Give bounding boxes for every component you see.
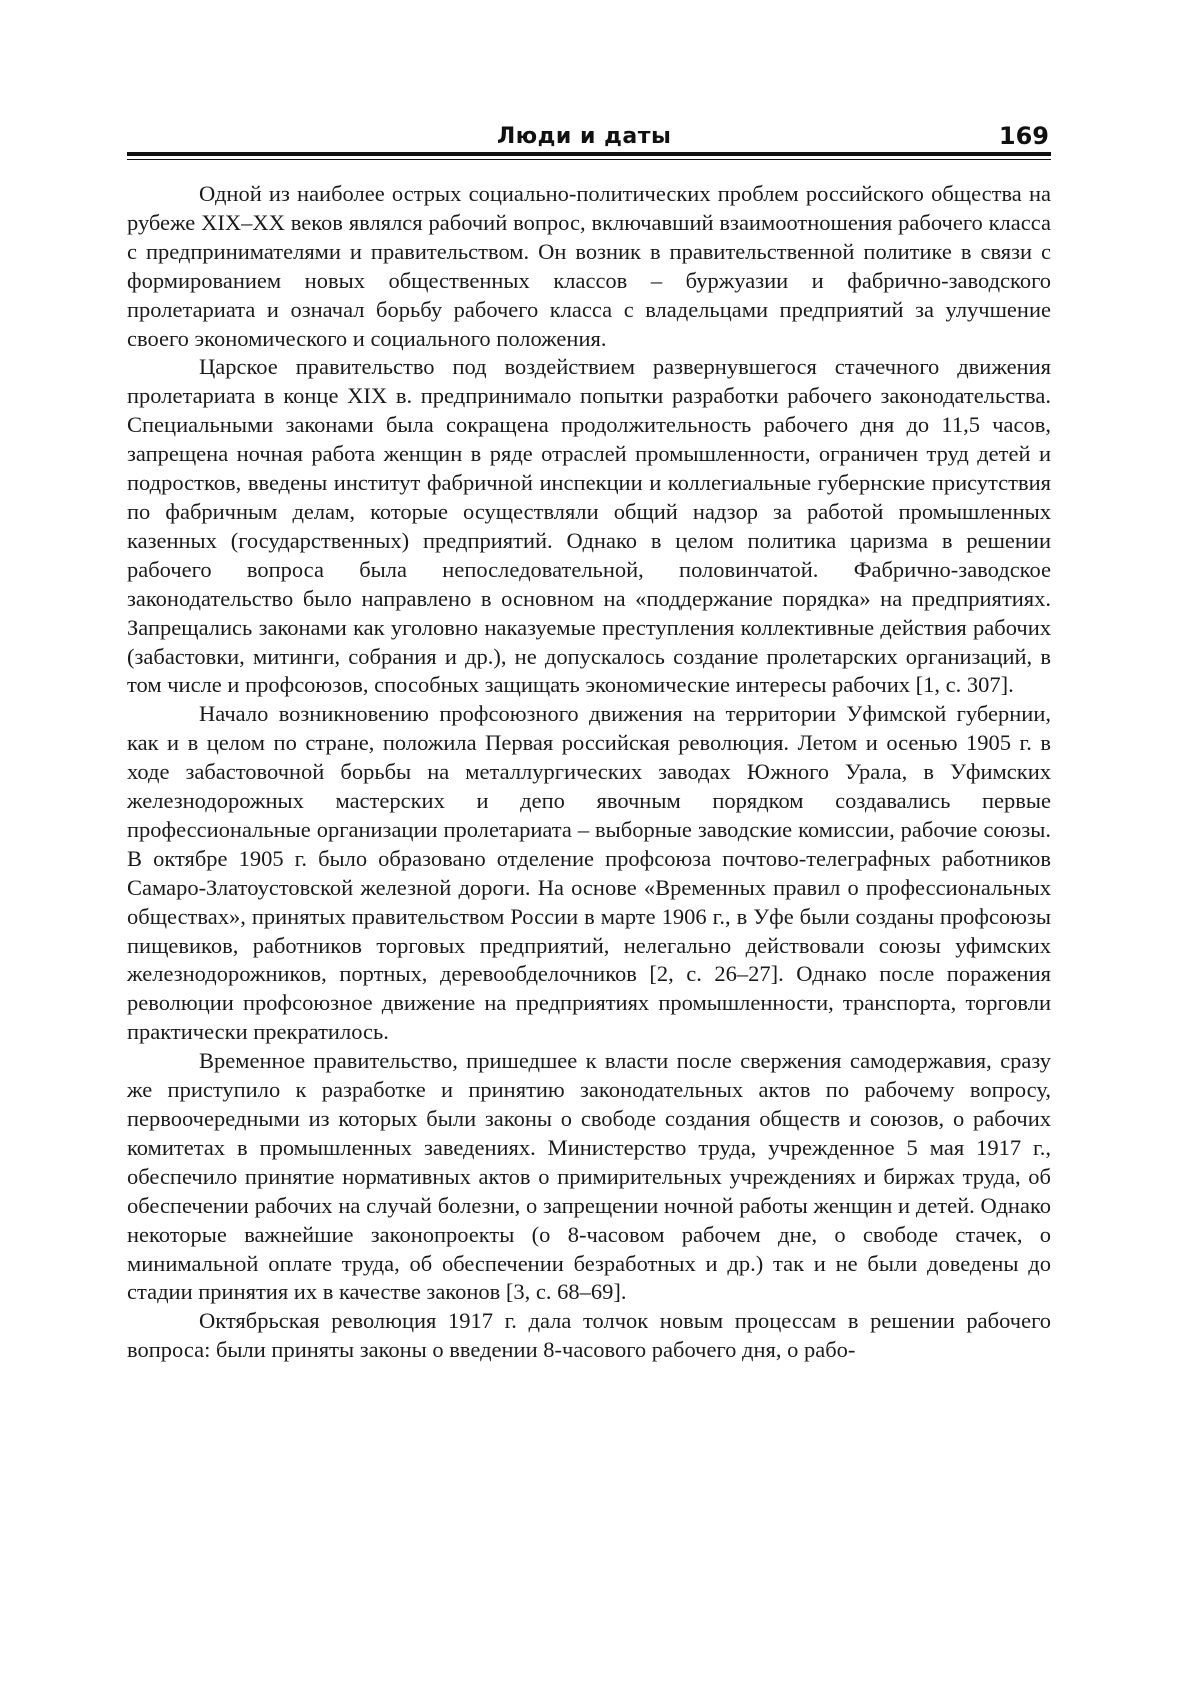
running-header-title: Люди и даты xyxy=(497,124,672,149)
paragraph: Октябрьская революция 1917 г. дала толчок новым процессам в решении рабочего вопроса: были приняты законы о введении 8-часового рабочего дня, о рабо- xyxy=(127,1308,1051,1363)
paragraph: Начало возникновению профсоюзного движения на территории Уфимской губернии, как и в целом по стране, положила Первая российская революция. Летом и осенью 1905 г. в ходе забастовочной борьбы на металлургических заводах Южного Урала, в Уфимских железнодорожных мастерских и депо явочным порядком создавались первые профессиональные организации пролетариата – выборные заводские комиссии, рабочие союзы. В октябре 1905 г. было образовано отделение профсоюза почтово-телеграфных работников Самаро-Златоустовской железной дороги. На основе «Временных правил о профессиональных обществах», принятых правительством России в марте 1906 г., в Уфе были созданы профсоюзы пищевиков, работников торговых предприятий, нелегально действовали союзы уфимских железнодорожников, портных, деревообделочников [2, с. 26–27]. Однако после поражения революции профсоюзное движение на предприятиях промышленности, транспорта, торговли практически прекратилось. xyxy=(127,701,1051,1045)
paragraph: Временное правительство, пришедшее к власти после свержения самодержавия, сразу же приступило к разработке и принятию законодательных актов по рабочему вопросу, первоочередными из которых были законы о свободе создания обществ и союзов, о рабочих комитетах в промышленных заведениях. Министерство труда, учрежденное 5 мая 1917 г., обеспечило принятие нормативных актов о примирительных учреждениях и биржах труда, об обеспечении рабочих на случай болезни, о запрещении ночной работы женщин и детей. Однако некоторые важнейшие законопроекты (о 8-часовом рабочем дне, о свободе стачек, о минимальной оплате труда, об обеспечении безработных и др.) так и не были доведены до стадии принятия их в качестве законов [3, с. 68–69]. xyxy=(127,1048,1051,1305)
header-rule-thin xyxy=(127,159,1051,160)
running-header xyxy=(127,120,1051,156)
header-rule-thick xyxy=(127,152,1051,156)
paragraph: Царское правительство под воздействием развернувшегося стачечного движения пролетариата в конце XIX в. предпринимало попытки разработки рабочего законодательства. Специальными законами была сокращена продолжительность рабочего дня до 11,5 часов, запрещена ночная работа женщин в ряде отраслей промышленности, ограничен труд детей и подростков, введены институт фабричной инспекции и коллегиальные губернские присутствия по фабричным делам, которые осуществляли общий надзор за работой промышленных казенных (государственных) предприятий. Однако в целом политика царизма в решении рабочего вопроса была непоследовательной, половинчатой. Фабрично-заводское законодательство было направлено в основном на «поддержание порядка» на предприятиях. Запрещались законами как уголовно наказуемые преступления коллективные действия рабочих (забастовки, митинги, собрания и др.), не допускалось создание пролетарских организаций, в том числе и профсоюзов, способных защищать экономические интересы рабочих [1, с. 307]. xyxy=(127,354,1051,698)
body-text xyxy=(127,180,1051,1365)
page-number: 169 xyxy=(998,122,1049,150)
paragraph: Одной из наиболее острых социально-политических проблем российского общества на рубеже XIX–XX веков являлся рабочий вопрос, включавший взаимоотношения рабочего класса с предпринимателями и правительством. Он возник в правительственной политике в связи с формированием новых общественных классов – буржуазии и фабрично-заводского пролетариата и означал борьбу рабочего класса с владельцами предприятий за улучшение своего экономического и социального положения. xyxy=(127,181,1051,351)
